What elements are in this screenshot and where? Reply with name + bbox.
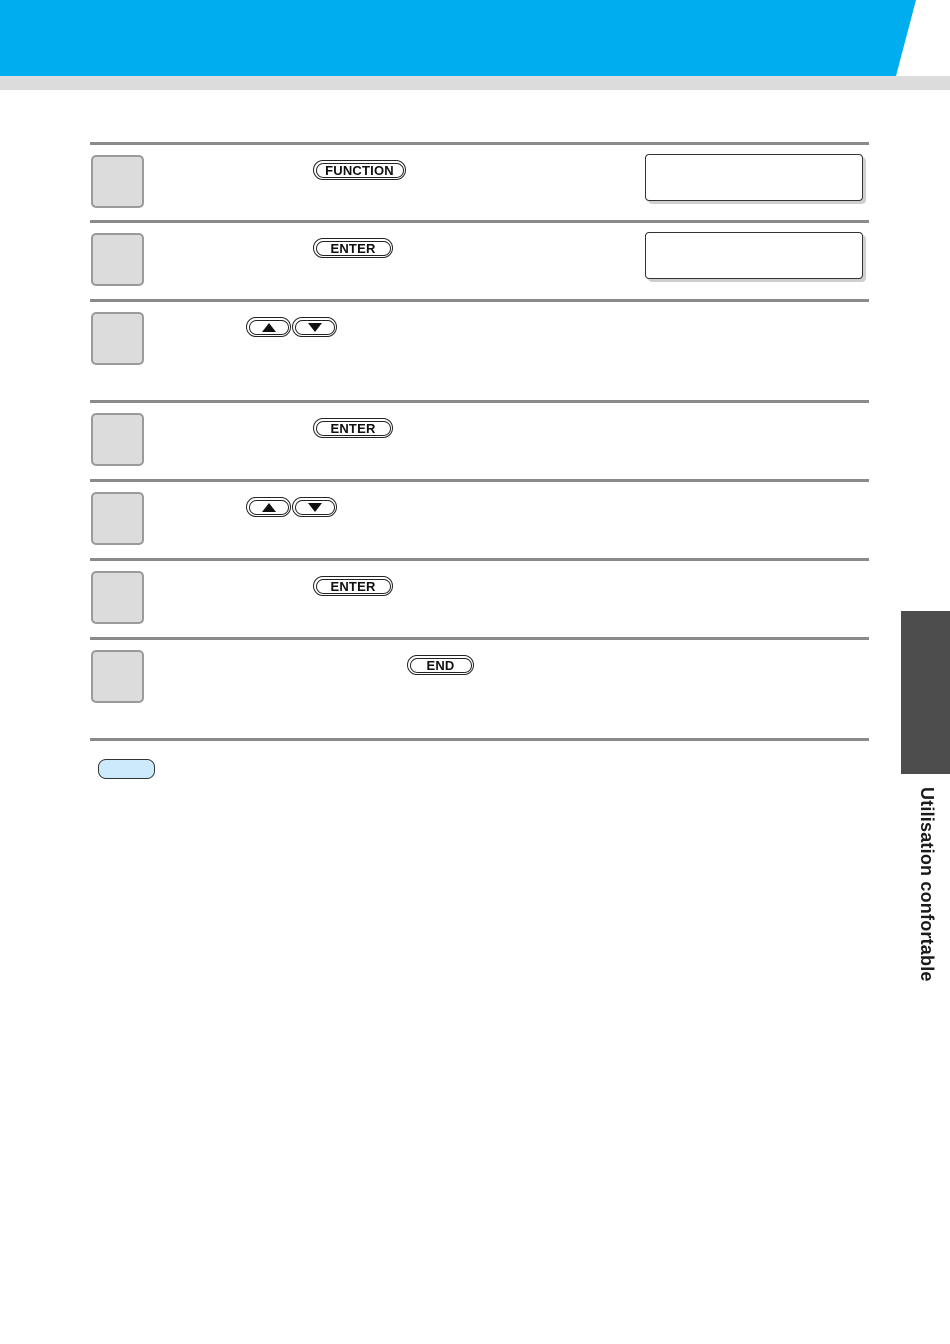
end-key-icon xyxy=(407,655,474,675)
header-blue-band xyxy=(0,0,916,76)
step-number-badge xyxy=(91,492,144,545)
header-graphic xyxy=(0,0,950,90)
step-number-badge xyxy=(91,413,144,466)
enter-key-label: ENTER xyxy=(316,421,391,436)
step-row-3 xyxy=(90,299,869,400)
enter-key-icon xyxy=(313,238,393,258)
down-arrow-icon xyxy=(308,323,322,332)
header-band xyxy=(0,0,950,90)
step-row-6 xyxy=(90,558,869,637)
step-number-badge xyxy=(91,571,144,624)
end-key-label: END xyxy=(410,658,472,673)
up-arrow-key-icon xyxy=(246,317,291,337)
step-number-badge xyxy=(91,155,144,208)
down-arrow-key-icon xyxy=(292,497,337,517)
step-list xyxy=(90,142,869,738)
up-arrow-icon xyxy=(262,503,276,512)
step-row-2 xyxy=(90,220,869,299)
step-row-7 xyxy=(90,637,869,738)
step-row-1 xyxy=(90,142,869,220)
step-row-5 xyxy=(90,479,869,558)
lcd-display-2 xyxy=(645,232,863,279)
up-arrow-icon xyxy=(262,323,276,332)
step-row-4 xyxy=(90,400,869,479)
enter-key-icon xyxy=(313,418,393,438)
steps-end-divider xyxy=(90,738,869,741)
down-arrow-icon xyxy=(308,503,322,512)
step-number-badge xyxy=(91,312,144,365)
enter-key-label: ENTER xyxy=(316,579,391,594)
note-badge xyxy=(98,759,155,779)
down-arrow-key-icon xyxy=(292,317,337,337)
function-key-label: FUNCTION xyxy=(316,163,404,178)
enter-key-icon xyxy=(313,576,393,596)
up-arrow-key-icon xyxy=(246,497,291,517)
enter-key-label: ENTER xyxy=(316,241,391,256)
chapter-side-tab xyxy=(901,611,950,774)
function-key-icon xyxy=(313,160,406,180)
chapter-side-label: Utilisation confortable xyxy=(917,787,937,982)
step-number-badge xyxy=(91,233,144,286)
step-number-badge xyxy=(91,650,144,703)
lcd-display-1 xyxy=(645,154,863,201)
header-gray-stripe xyxy=(0,76,950,90)
